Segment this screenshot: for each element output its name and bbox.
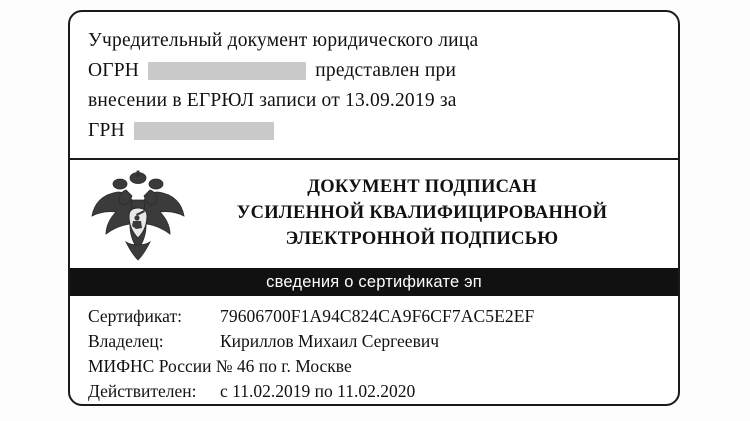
grn-label: ГРН (88, 120, 125, 141)
signature-declaration-line-3: ЭЛЕКТРОННОЙ ПОДПИСЬЮ (285, 229, 559, 249)
certificate-owner-value: Кириллов Михаил Сергеевич (220, 331, 440, 351)
table-row (88, 329, 660, 354)
certificate-authority-value: МИФНС России № 46 по г. Москве (88, 356, 352, 376)
registration-note-block (70, 12, 678, 144)
registration-note-text-1: Учредительный документ юридического лица (88, 30, 479, 51)
registration-note-text-3: внесении в ЕГРЮЛ записи от 13.09.2019 за (88, 90, 457, 111)
ogrn-redacted-value (148, 62, 306, 80)
registration-note-text-2: представлен при (315, 60, 457, 81)
certificate-serial-value: 79606700F1A94C824CA9F6CF7AC5E2EF (220, 306, 535, 326)
certificate-owner-label: Владелец: (88, 331, 164, 351)
registration-note-line-4 (88, 116, 660, 146)
certificate-validity-value: с 11.02.2019 по 11.02.2020 (220, 381, 416, 401)
signature-declaration-line-2: УСИЛЕННОЙ КВАЛИФИЦИРОВАННОЙ (236, 203, 608, 223)
certificate-details (70, 300, 678, 404)
table-row (88, 354, 660, 379)
registration-note-line-1 (88, 26, 660, 56)
certificate-serial-label: Сертификат: (88, 306, 182, 326)
grn-redacted-value (134, 122, 274, 140)
registration-note-line-2 (88, 56, 660, 86)
russian-coat-of-arms-icon (86, 170, 190, 266)
ogrn-label: ОГРН (88, 60, 140, 81)
signature-declaration-block (70, 160, 678, 268)
certificate-validity-label: Действителен: (88, 381, 197, 401)
certificate-info-bar-title: сведения о сертификате эп (266, 272, 482, 291)
table-row (88, 304, 660, 329)
signature-declaration-text (190, 168, 662, 252)
registration-note-line-3 (88, 86, 660, 116)
signature-declaration-line-1: ДОКУМЕНТ ПОДПИСАН (307, 177, 537, 197)
certificate-info-bar (70, 268, 678, 296)
table-row (88, 379, 660, 404)
electronic-signature-stamp (68, 10, 680, 406)
